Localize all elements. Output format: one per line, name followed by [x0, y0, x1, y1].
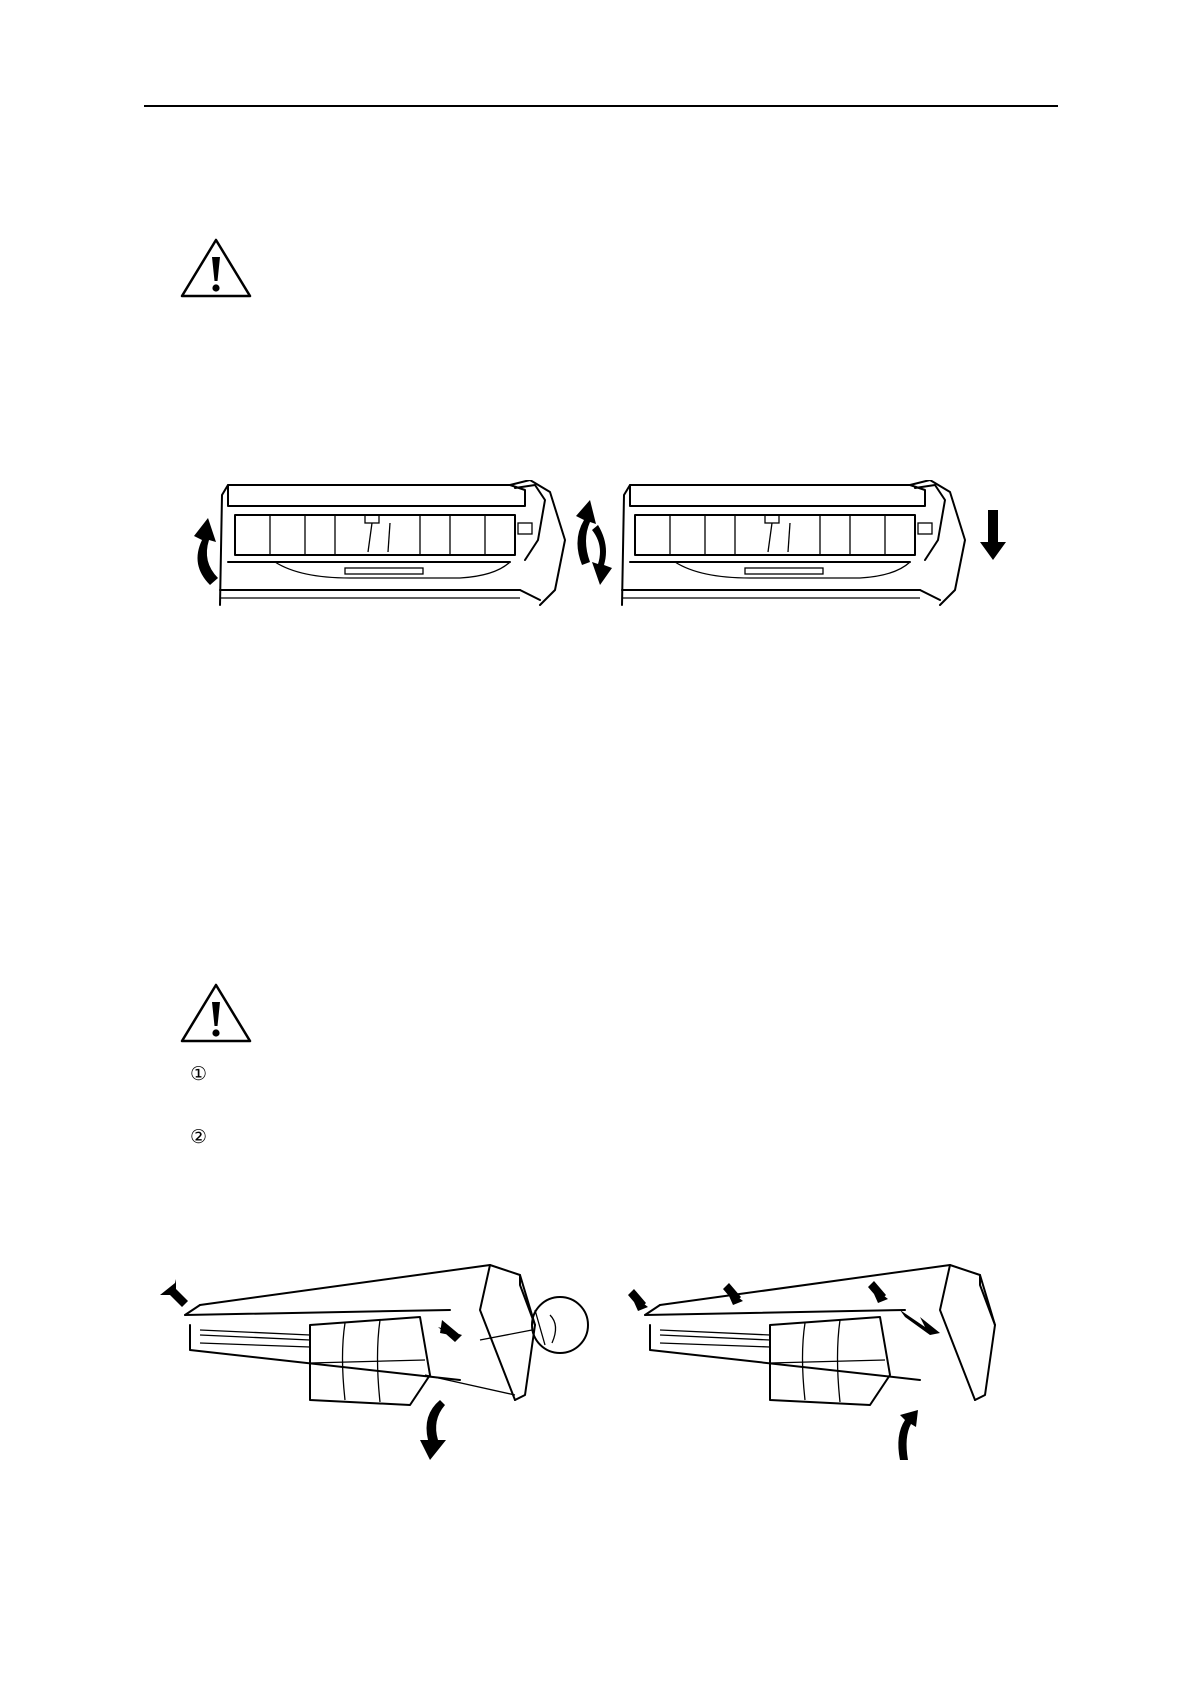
step-2-marker: ②: [190, 1126, 208, 1148]
curved-arrow-up-icon: [194, 518, 218, 585]
indoor-unit-open-panel: [220, 480, 565, 605]
indoor-unit-filter-removal: [160, 1265, 588, 1460]
arrow-down-icon: [980, 510, 1006, 560]
arrow-pressin-icon: [438, 1320, 462, 1342]
curved-arrow-up-icon: [898, 1410, 918, 1460]
arrow-down-right-icon: [628, 1289, 648, 1311]
header-rule: [144, 105, 1058, 107]
step-1-marker: ①: [190, 1063, 208, 1085]
curved-arrow-down-icon: [420, 1400, 446, 1460]
front-panel-open-close-illustration: [180, 480, 1020, 610]
indoor-unit-filter-installation: [628, 1265, 995, 1460]
warning-triangle-icon: [179, 237, 253, 299]
arrow-swing-right-icon: [900, 1310, 940, 1335]
arrow-upleft-icon: [160, 1279, 188, 1307]
warning-triangle-icon: [179, 982, 253, 1044]
indoor-unit-closed-panel: [622, 480, 965, 605]
arrow-down-right-icon: [868, 1281, 888, 1303]
swap-arrows-icon: [576, 500, 612, 585]
air-filter-removal-illustration: [160, 1255, 1040, 1475]
